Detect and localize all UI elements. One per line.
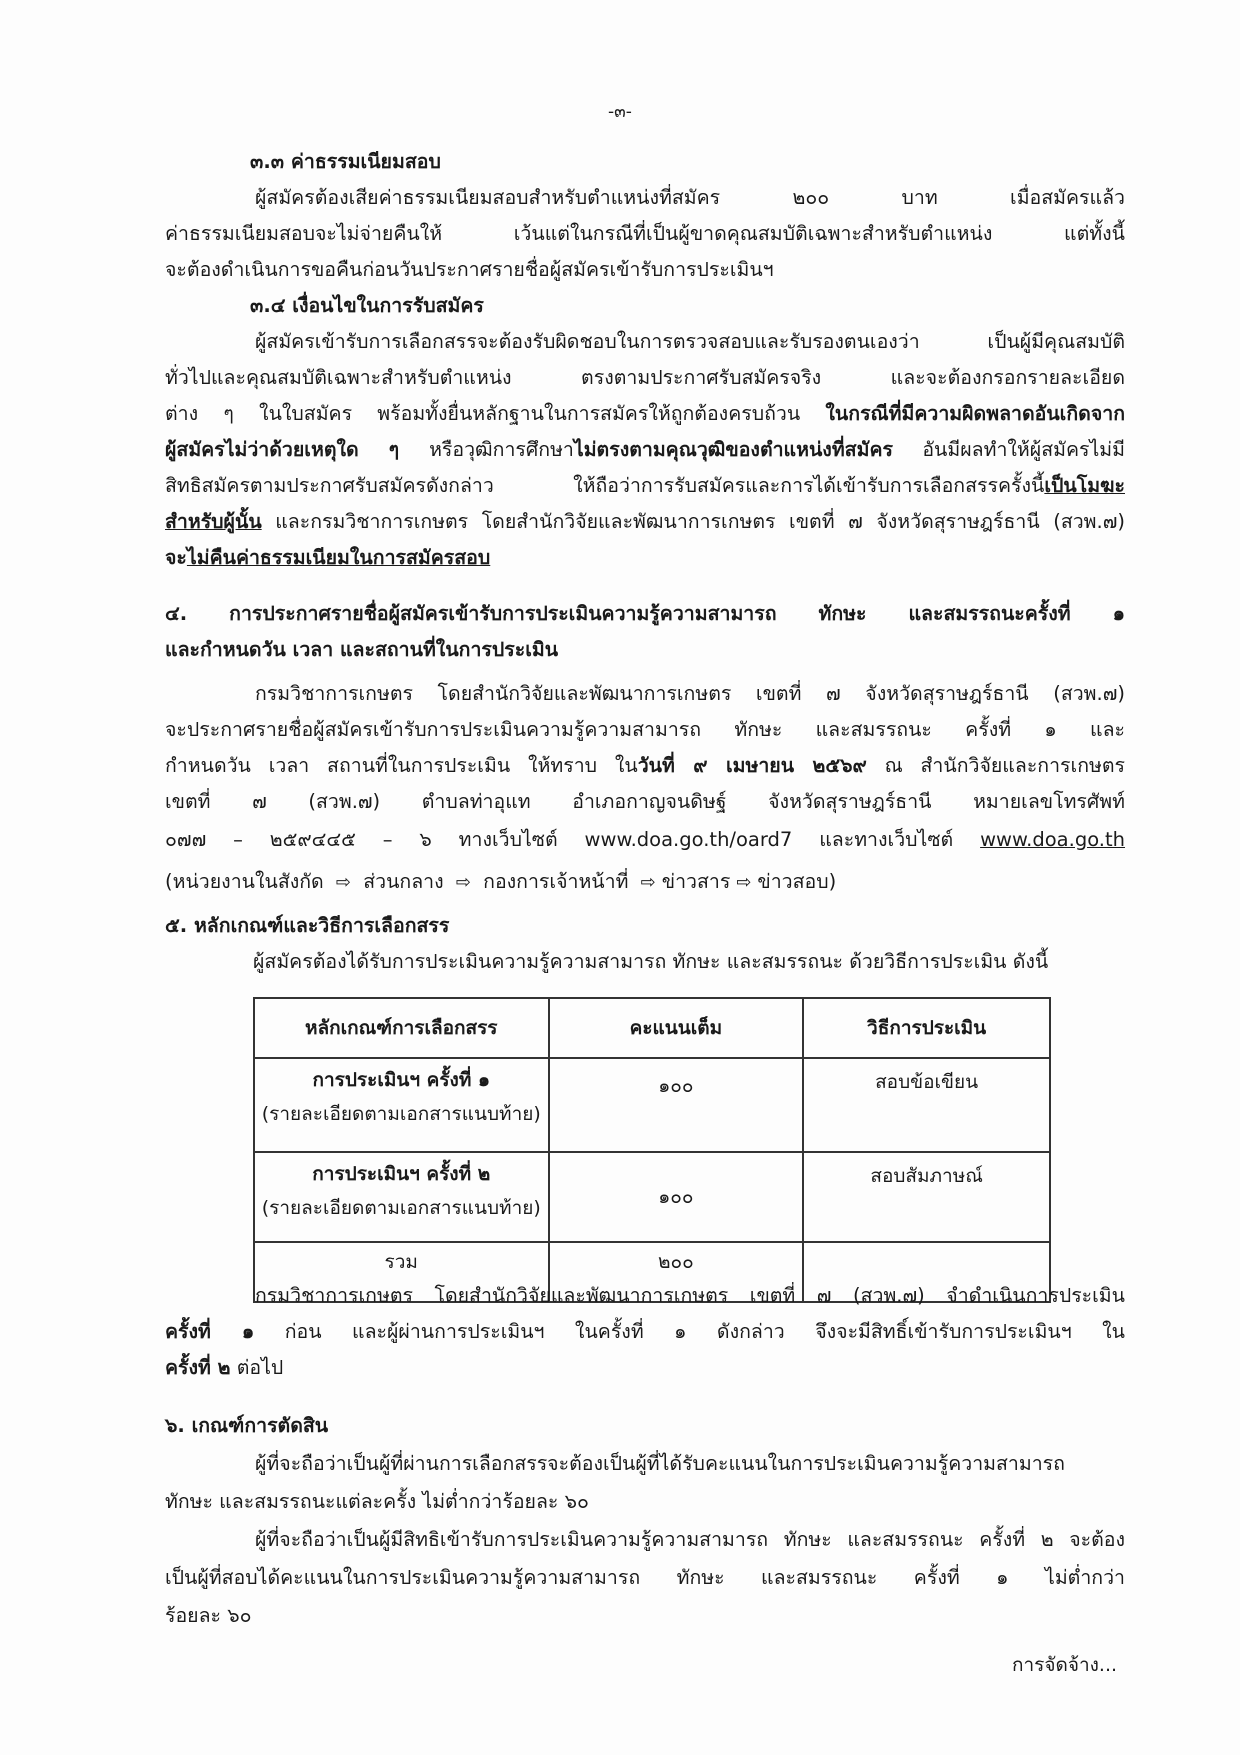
selection-criteria-table [253, 997, 1051, 1303]
section-4-heading-cont: และกำหนดวัน เวลา และสถานที่ในการประเมิน [165, 638, 559, 661]
nav-step: ส่วนกลาง [363, 870, 444, 893]
column-header: คะแนนเต็ม [549, 998, 804, 1058]
section-5-heading: ๕. หลักเกณฑ์และวิธีการเลือกสรร [165, 914, 450, 937]
section-3-4-line [165, 472, 1125, 500]
no-refund-emphasis: ไม่คืนค่าธรรมเนียมในการสมัครสอบ [186, 546, 491, 569]
text-span: อันมีผลทำให้ผู้สมัครไม่มี [892, 438, 1125, 461]
criteria-cell [254, 1152, 549, 1242]
criteria-title: การประเมินฯ ครั้งที่ ๒ [312, 1163, 491, 1185]
section-6-line: ผู้ที่จะถือว่าเป็นผู้ที่ผ่านการเลือกสรรจะต้องเป็นผู้ที่ได้รับคะแนนในการประเมินความรู้ความสามารถ [255, 1452, 1065, 1475]
section-4-line [165, 826, 1125, 854]
section-3-4-line [165, 400, 1125, 428]
nav-step: ข่าวสาร [661, 870, 731, 893]
section-4-heading: ๔. การประกาศรายชื่อผู้สมัครเข้ารับการประเมินความรู้ความสามารถ ทักษะ และสมรรถนะครั้งที่ ๑ [165, 602, 1125, 625]
text-span: และกรมวิชาการเกษตร โดยสำนักวิจัยและพัฒนาการเกษตร เขตที่ ๗ จังหวัดสุราษฎร์ธานี (สวพ.๗) [261, 510, 1125, 533]
section-3-3-line: ผู้สมัครต้องเสียค่าธรรมเนียมสอบสำหรับตำแหน่งที่สมัคร ๒๐๐ บาท เมื่อสมัครแล้ว [255, 186, 1125, 209]
bold-text: จะ [165, 546, 187, 569]
bold-text: ครั้งที่ ๑ [165, 1320, 255, 1343]
table-header-row [254, 998, 1050, 1058]
score-cell: ๑๐๐ [549, 1058, 804, 1152]
website-navigation-path [165, 868, 836, 897]
text-span: ๐๗๗ – ๒๕๙๔๔๕ – ๖ ทางเว็บไซต์ www.doa.go.th/oard7 และทางเว็บไซต์ [165, 828, 981, 851]
text-span: ต่าง ๆ ในใบสมัคร พร้อมทั้งยื่นหลักฐานในการสมัครให้ถูกต้องครบถ้วน [165, 402, 826, 425]
right-arrow-icon: ⇨ [455, 872, 471, 893]
page-number: -๓- [608, 102, 632, 122]
section-3-3-line: จะต้องดำเนินการขอคืนก่อนวันประกาศรายชื่อผู้สมัครเข้ารับการประเมินฯ [165, 258, 774, 281]
right-arrow-icon: ⇨ [335, 872, 352, 893]
nav-step: (หน่วยงานในสังกัด [165, 870, 324, 893]
section-4-line: จะประกาศรายชื่อผู้สมัครเข้ารับการประเมินความรู้ความสามารถ ทักษะ และสมรรถนะ ครั้งที่ ๑ และ [165, 718, 1125, 741]
bold-text: ไม่ตรงตามคุณวุฒิของตำแหน่งที่สมัคร [573, 438, 893, 461]
section-3-4-line [165, 544, 490, 572]
text-span: หรือวุฒิการศึกษา [429, 438, 574, 461]
section-6-line: ร้อยละ ๖๐ [165, 1604, 252, 1627]
section-3-4-line [165, 436, 1125, 464]
bold-text: ผู้สมัครไม่ว่าด้วยเหตุใด ๆ [165, 438, 430, 461]
criteria-note: (รายละเอียดตามเอกสารแนบท้าย) [261, 1197, 541, 1219]
section-3-4-line: ผู้สมัครเข้ารับการเลือกสรรจะต้องรับผิดชอบในการตรวจสอบและรับรองตนเองว่า เป็นผู้มีคุณสมบัติ [255, 330, 1125, 353]
method-cell: สอบสัมภาษณ์ [803, 1152, 1050, 1242]
section-3-4-line: ทั่วไปและคุณสมบัติเฉพาะสำหรับตำแหน่ง ตรงตามประกาศรับสมัครจริง และจะต้องกรอกรายละเอียด [165, 366, 1125, 389]
bold-text: ครั้งที่ ๒ [165, 1356, 231, 1379]
score-cell: ๑๐๐ [549, 1152, 804, 1242]
right-arrow-icon: ⇨ [640, 872, 656, 893]
section-5-intro: ผู้สมัครต้องได้รับการประเมินความรู้ความสามารถ ทักษะ และสมรรถนะ ด้วยวิธีการประเมิน ดังนี้ [253, 950, 1049, 973]
criteria-title: การประเมินฯ ครั้งที่ ๑ [312, 1069, 491, 1091]
section-4-line [165, 752, 1125, 780]
section-4-line: กรมวิชาการเกษตร โดยสำนักวิจัยและพัฒนาการเกษตร เขตที่ ๗ จังหวัดสุราษฎร์ธานี (สวพ.๗) [255, 682, 1125, 705]
total-score: ๒๐๐ [549, 1242, 804, 1302]
section-3-4-line [165, 508, 1125, 536]
void-emphasis: สำหรับผู้นั้น [165, 510, 262, 533]
text-span: สิทธิสมัครตามประกาศรับสมัครดังกล่าว ให้ถือว่าการรับสมัครและการได้เข้ารับการเลือกสรรครั้งนี้ [165, 474, 1045, 497]
section-3-4-heading: ๓.๔ เงื่อนไขในการรับสมัคร [250, 294, 484, 317]
section-4-line: เขตที่ ๗ (สวพ.๗) ตำบลท่าอุแท อำเภอกาญจนดิษฐ์ จังหวัดสุราษฎร์ธานี หมายเลขโทรศัพท์ [165, 790, 1125, 813]
section-3-3-line: ค่าธรรมเนียมสอบจะไม่จ่ายคืนให้ เว้นแต่ในกรณีที่เป็นผู้ขาดคุณสมบัติเฉพาะสำหรับตำแหน่ง แต่ทั้งนี้ [165, 222, 1125, 245]
section-5-after-line [165, 1354, 283, 1382]
section-5-after-line [165, 1318, 1125, 1346]
text-span: ณ สำนักวิจัยและการเกษตร [866, 754, 1125, 777]
method-cell: สอบข้อเขียน [803, 1058, 1050, 1152]
text-span: ก่อน และผู้ผ่านการประเมินฯ ในครั้งที่ ๑ ดังกล่าว จึงจะมีสิทธิ์เข้ารับการประเมินฯ ใน [254, 1320, 1125, 1343]
criteria-cell [254, 1058, 549, 1152]
total-label: รวม [254, 1242, 549, 1302]
text-span: ต่อไป [230, 1356, 284, 1379]
section-6-heading: ๖. เกณฑ์การตัดสิน [165, 1414, 329, 1437]
nav-step: ข่าวสอบ) [757, 870, 837, 893]
table-row [254, 1152, 1050, 1242]
column-header: วิธีการประเมิน [803, 998, 1050, 1058]
column-header: หลักเกณฑ์การเลือกสรร [254, 998, 549, 1058]
section-5-after-line: กรมวิชาการเกษตร โดยสำนักวิจัยและพัฒนาการเกษตร เขตที่ ๗ (สวพ.๗) จำดำเนินการประเมิน [255, 1284, 1125, 1307]
doa-website-link[interactable]: www.doa.go.th [980, 828, 1125, 851]
right-arrow-icon: ⇨ [736, 872, 752, 893]
void-emphasis: เป็นโมฆะ [1044, 474, 1125, 497]
criteria-note: (รายละเอียดตามเอกสารแนบท้าย) [261, 1103, 541, 1125]
continuation-marker: การจัดจ้าง... [1012, 1654, 1118, 1676]
section-6-line: ผู้ที่จะถือว่าเป็นผู้มีสิทธิเข้ารับการประเมินความรู้ความสามารถ ทักษะ และสมรรถนะ ครั้งที่ ๒ จะต้อง [255, 1528, 1125, 1551]
table-row [254, 1058, 1050, 1152]
bold-text: ในกรณีที่มีความผิดพลาดอันเกิดจาก [825, 402, 1125, 425]
section-6-line: เป็นผู้ที่สอบได้คะแนนในการประเมินความรู้ความสามารถ ทักษะ และสมรรถนะ ครั้งที่ ๑ ไม่ต่ำกว่า [165, 1566, 1125, 1589]
nav-step: กองการเจ้าหน้าที่ [483, 870, 629, 893]
section-3-3-heading: ๓.๓ ค่าธรรมเนียมสอบ [250, 150, 441, 173]
text-span: กำหนดวัน เวลา สถานที่ในการประเมิน ให้ทราบ ใน [165, 754, 638, 777]
section-6-line: ทักษะ และสมรรถนะแต่ละครั้ง ไม่ต่ำกว่าร้อยละ ๖๐ [165, 1490, 589, 1513]
announcement-date: วันที่ ๙ เมษายน ๒๕๖๙ [637, 754, 867, 777]
